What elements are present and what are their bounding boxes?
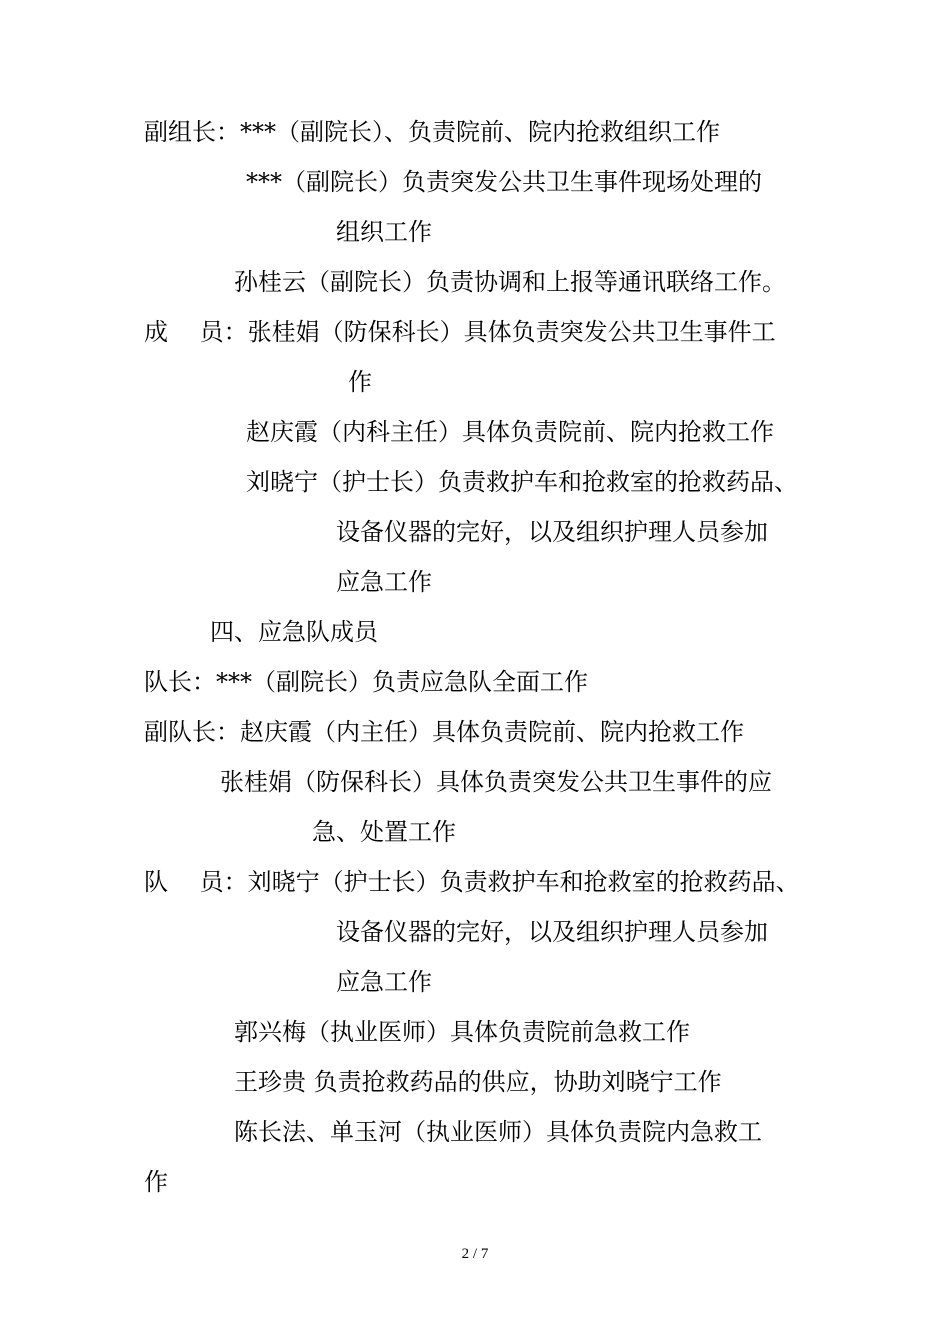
text-line-4: 孙桂云（副院长）负责协调和上报等通讯联络工作。 (234, 268, 786, 296)
page-number: 2 / 7 (461, 1246, 489, 1262)
text-line-15: 急、处置工作 (312, 818, 456, 846)
text-line-6: 作 (348, 368, 372, 396)
section-heading: 四、应急队成员 (210, 618, 378, 646)
text-line-18: 应急工作 (336, 968, 432, 996)
text-line-13: 副队长：赵庆霞（内主任）具体负责院前、院内抢救工作 (144, 718, 744, 746)
text-line-14: 张桂娟（防保科长）具体负责突发公共卫生事件的应 (220, 768, 772, 796)
text-line-5: 成 员：张桂娟（防保科长）具体负责突发公共卫生事件工 (144, 318, 776, 346)
text-line-21: 陈长法、单玉河（执业医师）具体负责院内急救工 (234, 1118, 762, 1146)
text-line-1: 副组长：***（副院长）、负责院前、院内抢救组织工作 (144, 118, 720, 146)
text-line-10: 应急工作 (336, 568, 432, 596)
text-line-2: ***（副院长）负责突发公共卫生事件现场处理的 (246, 168, 762, 196)
text-line-8: 刘晓宁（护士长）负责救护车和抢救室的抢救药品、 (246, 468, 798, 496)
text-line-12: 队长：***（副院长）负责应急队全面工作 (144, 668, 588, 696)
text-line-17: 设备仪器的完好，以及组织护理人员参加 (336, 918, 768, 946)
text-line-19: 郭兴梅（执业医师）具体负责院前急救工作 (234, 1018, 690, 1046)
text-line-16: 队 员：刘晓宁（护士长）负责救护车和抢救室的抢救药品、 (144, 868, 800, 896)
text-line-3: 组织工作 (336, 218, 432, 246)
text-line-22: 作 (144, 1168, 168, 1196)
text-line-20: 王珍贵 负责抢救药品的供应，协助刘晓宁工作 (234, 1068, 722, 1096)
text-line-9: 设备仪器的完好，以及组织护理人员参加 (336, 518, 768, 546)
text-line-7: 赵庆霞（内科主任）具体负责院前、院内抢救工作 (246, 418, 774, 446)
